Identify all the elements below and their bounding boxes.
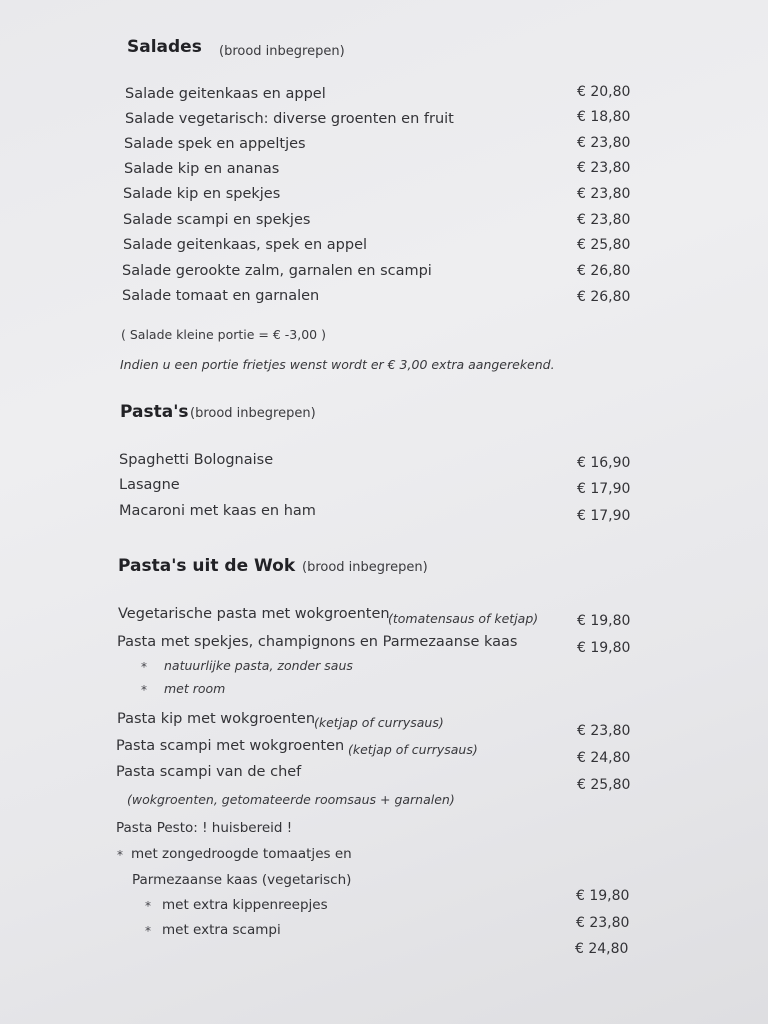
salade-item-price: € 26,80 [577,263,631,279]
bullet-icon: * [141,683,147,697]
wok-scampi-price: € 24,80 [577,750,631,766]
salade-item-name: Salade tomaat en garnalen [122,288,320,304]
wok-kip-price: € 23,80 [577,723,631,739]
wok-kip-detail: (ketjap of currysaus) [314,715,444,730]
pasta-item-price: € 17,90 [577,481,631,497]
salade-item-name: Salade scampi en spekjes [123,212,311,228]
wok-spek-name: Pasta met spekjes, champignons en Parmezaanse kaas [117,634,518,650]
wok-pesto-line1: met zongedroogde tomaatjes en [131,846,352,862]
wok-heading: Pasta's uit de Wok [118,556,296,576]
pasta-item-name: Spaghetti Bolognaise [119,452,274,468]
wok-pesto-price: € 23,80 [576,915,630,931]
wok-pesto-price: € 24,80 [575,941,629,957]
wok-pesto-line2: Parmezaanse kaas (vegetarisch) [132,872,352,888]
pasta-item-price: € 16,90 [577,455,631,471]
wok-scampi-detail: (ketjap of currysaus) [348,742,478,757]
salade-item-name: Salade geitenkaas, spek en appel [123,237,368,253]
wok-note: (brood inbegrepen) [302,560,428,575]
wok-chef-detail: (wokgroenten, getomateerde roomsaus + garnalen) [127,792,455,807]
fries-note: Indien u een portie frietjes wenst wordt er € 3,00 extra aangerekend. [120,357,555,372]
salade-item-price: € 23,80 [577,135,631,151]
wok-spek-option: natuurlijke pasta, zonder saus [164,658,353,673]
salade-item-name: Salade kip en ananas [124,161,280,177]
wok-scampi-name: Pasta scampi met wokgroenten [116,738,345,754]
salades-heading: Salades [127,37,202,57]
salade-item-name: Salade kip en spekjes [123,186,281,202]
salade-item-price: € 23,80 [577,186,631,202]
pasta-item-name: Macaroni met kaas en ham [119,503,316,519]
small-portion-note: ( Salade kleine portie = € -3,00 ) [121,327,326,342]
salade-item-price: € 18,80 [577,109,631,125]
wok-kip-name: Pasta kip met wokgroenten [117,711,316,727]
salade-item-price: € 20,80 [577,84,631,100]
pasta-item-name: Lasagne [119,477,180,493]
wok-pesto-price: € 19,80 [576,888,630,904]
pastas-note: (brood inbegrepen) [190,406,316,421]
wok-pesto-extra: met extra scampi [162,922,281,938]
bullet-icon: * [141,660,147,674]
wok-veg-price: € 19,80 [577,613,631,629]
wok-spek-price: € 19,80 [577,640,631,656]
salade-item-name: Salade vegetarisch: diverse groenten en fruit [125,111,454,127]
wok-chef-name: Pasta scampi van de chef [116,764,302,780]
salades-note: (brood inbegrepen) [219,44,345,59]
salade-item-name: Salade gerookte zalm, garnalen en scampi [122,263,432,279]
salade-item-name: Salade geitenkaas en appel [125,86,326,102]
wok-veg-detail: (tomatensaus of ketjap) [388,611,539,626]
salade-item-price: € 23,80 [577,160,631,176]
wok-pesto-title: Pasta Pesto: ! huisbereid ! [116,820,293,836]
salade-item-price: € 23,80 [577,212,631,228]
pastas-heading: Pasta's [120,402,189,422]
salade-item-price: € 26,80 [577,289,631,305]
wok-pesto-extra: met extra kippenreepjes [162,897,328,913]
bullet-icon: * [145,924,151,938]
bullet-icon: * [145,899,151,913]
salade-item-price: € 25,80 [577,237,631,253]
salade-item-name: Salade spek en appeltjes [124,136,306,152]
wok-spek-option: met room [164,681,226,696]
wok-veg-name: Vegetarische pasta met wokgroenten [118,606,390,622]
pasta-item-price: € 17,90 [577,508,631,524]
wok-chef-price: € 25,80 [577,777,631,793]
bullet-icon: * [117,848,123,862]
